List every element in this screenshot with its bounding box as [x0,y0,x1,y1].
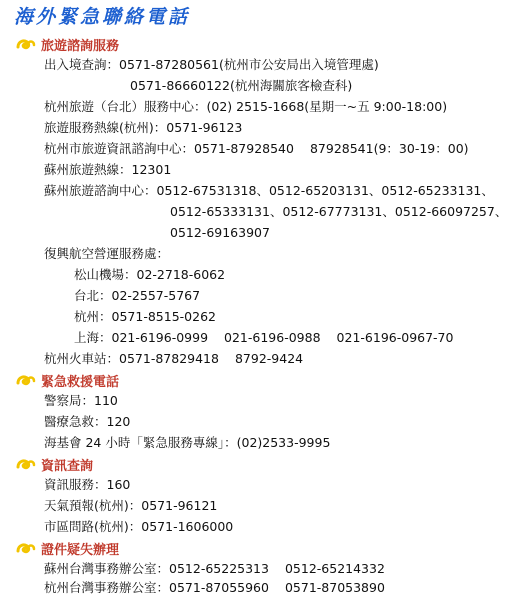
entry-value: 0571-1606000 [141,519,234,534]
entry-value: 021-6196-0999 [111,330,209,345]
entry-label: 杭州台灣事務辦公室： [44,580,170,595]
entry-label: 台北： [74,288,112,303]
entry-value: (02)2533-9995 [236,435,331,450]
entry-value-2: 8792-9424 [234,351,304,366]
entry-value: 0571-87055960 [169,580,269,595]
list-item [130,76,352,96]
list-item [44,433,330,453]
entry-value: 0571-96121 [141,498,218,513]
entry-label: 資訊服務： [44,477,107,492]
list-item [170,202,507,222]
list-item [44,349,303,369]
entry-value: 02-2718-6062 [136,267,226,282]
entry-value: 160 [106,477,131,492]
list-item [74,307,216,327]
list-item [74,328,453,348]
entry-value-2: 87928541(9：30-19：00) [309,141,469,156]
list-item [44,496,217,516]
entry-value-2: 021-6196-0988 [224,330,321,345]
entry-value-2: 0571-87053890 [284,580,385,595]
section-heading-travel-info [16,34,119,54]
list-item [44,55,379,75]
section-heading-info-query [16,454,93,474]
entry-value: (02) 2515-1668(星期一~五 9:00-18:00) [206,99,448,114]
entry-value: 0571-87928540 [194,141,294,156]
entry-label: 杭州旅遊（台北）服務中心： [44,99,207,114]
yellow-swirl-bullet-icon [16,540,36,556]
yellow-swirl-bullet-icon [16,372,36,388]
list-item [44,160,171,180]
section-title: 旅遊諮詢服務 [41,38,120,54]
entry-value: 0571-8515-0262 [111,309,216,324]
entry-value-2: 0512-65214332 [284,561,385,576]
list-item [44,517,233,537]
entry-label: 出入境查詢： [44,57,120,72]
list-item [74,286,200,306]
list-item [44,578,385,598]
yellow-swirl-bullet-icon [16,36,36,52]
list-item [44,181,494,201]
entry-label: 復興航空營運服務處： [44,246,170,261]
entry-value: 0512-65225313 [169,561,269,576]
entry-value: 02-2557-5767 [111,288,201,303]
list-item [44,97,447,117]
entry-label: 醫療急救： [44,414,107,429]
entry-label: 海基會 24 小時「緊急服務專線」： [44,435,237,450]
list-item [44,139,469,159]
list-item [74,265,225,285]
entry-value: 0571-87829418 [119,351,219,366]
list-item [170,223,270,243]
entry-label: 松山機場： [74,267,137,282]
entry-label: 杭州市旅遊資訊諮詢中心： [44,141,195,156]
entry-label: 杭州： [74,309,112,324]
section-title: 證件疑失辦理 [41,542,120,558]
entry-value-3: 021-6196-0967-70 [336,330,454,345]
entry-label: 蘇州旅遊熱線： [44,162,132,177]
entry-value: 0571-86660122(杭州海關旅客檢查科) [130,78,353,93]
section-title: 緊急救援電話 [41,374,120,390]
entry-label: 市區問路(杭州)： [44,519,142,534]
section-heading-lost-documents [16,538,119,558]
list-item [44,391,118,411]
entry-value: 12301 [131,162,172,177]
entry-value: 0571-87280561(杭州市公安局出入境管理處) [119,57,379,72]
list-item [44,475,130,495]
entry-label: 蘇州旅遊諮詢中心： [44,183,157,198]
section-title: 資訊查詢 [41,458,94,474]
entry-label: 杭州火車站： [44,351,120,366]
entry-value: 110 [94,393,118,408]
entry-value: 0512-65333131、0512-67773131、0512-66097257、 [170,204,508,219]
entry-label: 警察局： [44,393,95,408]
entry-label: 蘇州台灣事務辦公室： [44,561,170,576]
entry-value: 120 [106,414,131,429]
yellow-swirl-bullet-icon [16,456,36,472]
entry-label: 旅遊服務熱線(杭州)： [44,120,167,135]
list-item [44,244,169,264]
entry-label: 上海： [74,330,112,345]
list-item [44,412,130,432]
entry-value: 0512-69163907 [170,225,270,240]
entry-label: 天氣預報(杭州)： [44,498,142,513]
section-heading-emergency [16,370,119,390]
entry-value: 0512-67531318、0512-65203131、0512-65233131、 [156,183,494,198]
page-title: 海外緊急聯絡電話 [14,6,191,28]
entry-value: 0571-96123 [166,120,243,135]
list-item [44,559,385,579]
list-item [44,118,242,138]
